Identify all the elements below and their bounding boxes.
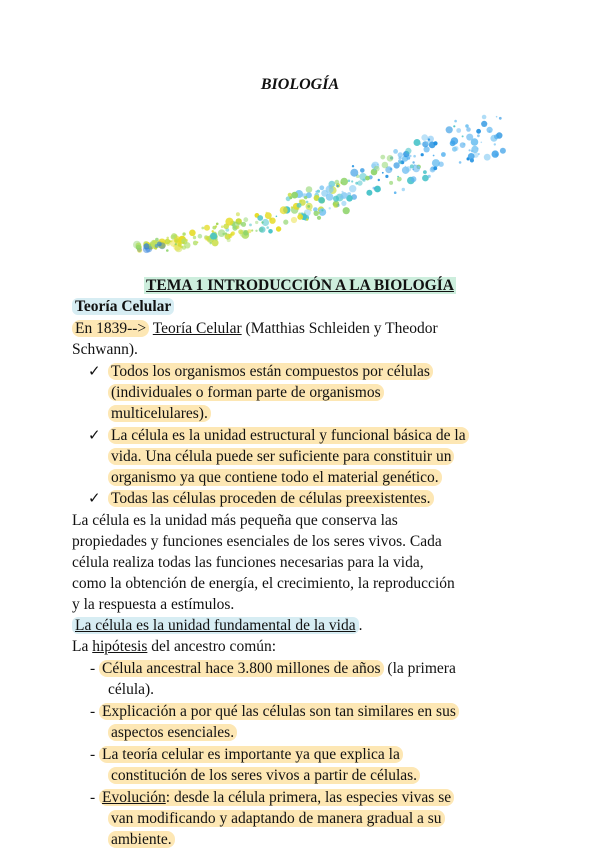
bullet-text: Explicación a por qué las células son tan similares en sus <box>99 703 459 720</box>
bullet-cont <box>108 765 420 786</box>
bullet-text: Célula ancestral hace 3.800 millones de años <box>99 660 383 677</box>
decoration-dot <box>382 162 389 169</box>
decoration-dot <box>476 129 481 134</box>
decoration-dot <box>227 238 231 242</box>
bullet-cont: célula). <box>108 681 155 698</box>
decoration-dot <box>239 222 242 225</box>
bullet-cont <box>108 829 175 850</box>
decoration-dot <box>171 233 177 239</box>
evolution-word: Evolución <box>102 789 166 806</box>
decoration-dot <box>243 217 248 222</box>
intro-link: Teoría Celular <box>152 320 242 337</box>
decoration-dot <box>418 166 420 168</box>
decoration-dot <box>374 166 380 172</box>
check-text: (individuales o forman parte de organismos <box>108 384 384 401</box>
dot-swarm-graphic <box>130 112 510 257</box>
decoration-dot <box>315 191 317 193</box>
decoration-dot <box>494 134 499 139</box>
decoration-dot <box>166 249 169 252</box>
decoration-dot <box>340 178 348 186</box>
decoration-dot <box>374 169 376 171</box>
decoration-dot <box>276 216 278 218</box>
decoration-dot <box>414 164 416 166</box>
check-item <box>88 361 433 382</box>
decoration-dot <box>428 138 430 140</box>
hypothesis-line <box>72 636 276 657</box>
bullet-text: (la primera <box>387 660 456 677</box>
decoration-dot <box>210 242 212 244</box>
paragraph-line: célula realiza todas las funciones necesarias para la vida, <box>72 554 424 571</box>
decoration-dot <box>407 156 411 160</box>
decoration-dot <box>459 161 462 164</box>
decoration-dot <box>496 116 498 118</box>
decoration-dot <box>352 165 354 167</box>
decoration-dot <box>378 179 380 181</box>
decoration-dot <box>398 152 403 157</box>
check-item-cont <box>108 403 211 424</box>
decoration-dot <box>182 232 185 235</box>
intro-rest-2: Schwann). <box>72 341 138 358</box>
decoration-dot <box>317 216 321 220</box>
decoration-dot <box>393 149 398 154</box>
decoration-dot <box>306 201 309 204</box>
decoration-dot <box>454 120 457 123</box>
decoration-dot <box>212 239 219 246</box>
decoration-dot <box>341 201 346 206</box>
decoration-dot <box>438 162 443 167</box>
decoration-dot <box>349 185 356 192</box>
bullet-cont <box>108 722 237 743</box>
decoration-dot <box>318 212 320 214</box>
check-text: organismo ya que contiene todo el material genético. <box>108 469 442 486</box>
decoration-dot <box>291 217 297 223</box>
check-item-cont <box>108 382 384 403</box>
fundamental-statement: La célula es la unidad fundamental de la vida <box>72 617 359 634</box>
decoration-dot <box>399 161 402 164</box>
paragraph-line: como la obtención de energía, el crecimiento, la reproducción <box>72 575 455 592</box>
decoration-dot <box>231 232 235 236</box>
decoration-dot <box>420 143 422 145</box>
decoration-dot <box>221 225 224 228</box>
decoration-dot <box>387 155 394 162</box>
decoration-dot <box>314 211 319 216</box>
decoration-dot <box>297 203 302 208</box>
intro-line-1 <box>72 318 438 339</box>
decoration-dot <box>351 180 353 182</box>
decoration-dot <box>411 176 417 182</box>
check-icon: ✓ <box>88 426 101 444</box>
check-item-cont <box>108 467 442 488</box>
decoration-dot <box>333 196 339 202</box>
decoration-dot <box>393 162 399 168</box>
decoration-dot <box>225 218 233 226</box>
decoration-dot <box>306 218 308 220</box>
decoration-dot <box>175 240 178 243</box>
decoration-dot <box>247 229 251 233</box>
decoration-dot <box>269 218 275 224</box>
decoration-dot <box>373 187 376 190</box>
decoration-dot <box>304 196 307 199</box>
paragraph-line: propiedades y funciones esenciales de los seres vivos. Cada <box>72 533 442 550</box>
decoration-dot <box>183 242 185 244</box>
check-text: La célula es la unidad estructural y funcional básica de la <box>108 427 469 444</box>
decoration-dot <box>382 172 384 174</box>
decoration-dot <box>341 192 348 199</box>
bullet-item <box>90 701 459 722</box>
decoration-dot <box>423 170 427 174</box>
decoration-dot <box>216 223 219 226</box>
bullet-dash: - <box>90 746 96 763</box>
decoration-dot <box>210 233 217 240</box>
decoration-dot <box>136 245 141 250</box>
hyp-rest: del ancestro común: <box>151 638 277 655</box>
fundamental-line <box>72 615 362 636</box>
decoration-dot <box>487 127 493 133</box>
decoration-dot <box>463 143 465 145</box>
decoration-dot <box>291 206 293 208</box>
decoration-dot <box>337 185 339 187</box>
decoration-dot <box>225 232 227 234</box>
decoration-dot <box>280 206 288 214</box>
decoration-dot <box>198 234 203 239</box>
decoration-dot <box>468 153 475 160</box>
decoration-dot <box>456 128 461 133</box>
decoration-dot <box>306 186 313 193</box>
decoration-dot <box>377 164 379 166</box>
decoration-dot <box>255 230 257 232</box>
decoration-dot <box>410 164 414 168</box>
intro-prefix: En 1839--> <box>72 320 149 337</box>
bullet-cont <box>108 808 445 829</box>
bullet-dash: - <box>90 660 96 677</box>
decoration-dot <box>149 244 151 246</box>
decoration-dot <box>193 241 198 246</box>
bullet-item <box>90 658 456 679</box>
decoration-dot <box>412 161 414 163</box>
decoration-dot <box>422 175 429 182</box>
decoration-dot <box>466 127 471 132</box>
decoration-dot <box>421 153 424 156</box>
decoration-dot <box>385 175 388 178</box>
bullet-dash: - <box>90 703 96 720</box>
check-text: Todas las células proceden de células preexistentes. <box>108 490 434 507</box>
decoration-dot <box>477 134 480 137</box>
check-text: vida. Una célula puede ser suficiente para constituir un <box>108 448 454 465</box>
decoration-dot <box>360 168 365 173</box>
decoration-dot <box>319 185 324 190</box>
decoration-dot <box>251 229 253 231</box>
decoration-dot <box>326 193 334 201</box>
decoration-dot <box>143 243 149 249</box>
decoration-dot <box>426 141 430 145</box>
decoration-dot <box>257 215 263 221</box>
decoration-dot <box>193 236 196 239</box>
decoration-dot <box>446 126 453 133</box>
fundamental-end: . <box>358 617 363 634</box>
decoration-dot <box>262 219 269 226</box>
decoration-dot <box>390 168 393 171</box>
decoration-dot <box>343 207 350 214</box>
decoration-dot <box>482 115 487 120</box>
decoration-dot <box>165 239 171 245</box>
decoration-dot <box>185 239 188 242</box>
bullet-text: : desde la célula primera, las especies vivas se <box>165 789 452 806</box>
decoration-dot <box>389 181 393 185</box>
paragraph-line: La célula es la unidad más pequeña que conserva las <box>72 512 398 529</box>
decoration-dot <box>291 192 298 199</box>
decoration-dot <box>197 241 199 243</box>
decoration-dot <box>177 241 179 243</box>
decoration-dot <box>453 125 455 127</box>
decoration-dot <box>402 188 405 191</box>
decoration-dot <box>329 207 331 209</box>
decoration-dot <box>297 214 303 220</box>
decoration-dot <box>492 150 499 157</box>
decoration-dot <box>471 138 479 146</box>
decoration-dot <box>289 196 292 199</box>
decoration-dot <box>374 186 381 193</box>
decoration-dot <box>182 246 186 250</box>
decoration-dot <box>204 236 209 241</box>
decoration-dot <box>189 230 196 237</box>
decoration-dot <box>380 155 385 160</box>
decoration-dot <box>249 224 252 227</box>
decoration-dot <box>350 169 358 177</box>
decoration-dot <box>441 152 446 157</box>
decoration-dot <box>357 180 362 185</box>
decoration-dot <box>238 229 243 234</box>
decoration-dot <box>259 226 265 232</box>
decoration-dot <box>387 168 389 170</box>
check-text: Todos los organismos están compuestos por células <box>108 363 433 380</box>
decoration-dot <box>151 240 156 245</box>
check-item <box>88 488 434 509</box>
decoration-dot <box>452 147 457 152</box>
bullet-text: constitución de los seres vivos a partir de células. <box>108 767 420 784</box>
decoration-dot <box>297 207 300 210</box>
decoration-dot <box>451 137 459 145</box>
check-item-cont <box>108 446 454 467</box>
decoration-dot <box>333 203 338 208</box>
paragraph-line: y la respuesta a estímulos. <box>72 596 235 613</box>
decoration-dot <box>421 134 428 141</box>
decoration-dot <box>462 135 464 137</box>
decoration-dot <box>236 212 240 216</box>
decoration-dot <box>394 191 397 194</box>
decoration-dot <box>201 227 204 230</box>
bullet-text: La teoría celular es importante ya que explica la <box>99 746 403 763</box>
bullet-item <box>90 787 454 808</box>
decoration-dot <box>204 225 210 231</box>
decoration-dot <box>414 139 421 146</box>
bullet-text: aspectos esenciales. <box>108 724 237 741</box>
check-icon: ✓ <box>88 489 101 507</box>
topic-heading-row <box>0 275 600 296</box>
decoration-dot <box>500 148 506 154</box>
decoration-dot <box>268 229 273 234</box>
decoration-dot <box>265 212 272 219</box>
decoration-dot <box>326 185 334 193</box>
decoration-dot <box>288 193 292 197</box>
intro-line-2 <box>72 339 138 360</box>
decoration-dot <box>157 242 162 247</box>
decoration-dot <box>218 229 226 237</box>
decoration-dot <box>283 220 288 225</box>
decoration-dot <box>433 166 437 170</box>
topic-heading: TEMA 1 INTRODUCCIÓN A LA BIOLOGÍA <box>146 277 454 294</box>
decoration-dot <box>321 209 323 211</box>
section-title: Teoría Celular <box>72 298 174 315</box>
bullet-text: ambiente. <box>108 831 175 848</box>
decoration-dot <box>433 155 435 157</box>
decoration-dot <box>494 143 496 145</box>
decoration-dot <box>366 190 372 196</box>
hyp-prefix: La <box>72 638 89 655</box>
decoration-dot <box>255 221 258 224</box>
decoration-dot <box>481 121 487 127</box>
decoration-dot <box>236 226 240 230</box>
decoration-dot <box>433 141 437 145</box>
check-item <box>88 425 469 446</box>
decoration-dot <box>405 148 411 154</box>
decoration-dot <box>307 205 310 208</box>
check-text: multicelulares). <box>108 405 211 422</box>
decoration-dot <box>335 180 340 185</box>
decoration-dot <box>397 177 402 182</box>
decoration-dot <box>175 243 177 245</box>
bullet-item <box>90 744 403 765</box>
decoration-dot <box>478 153 480 155</box>
check-icon: ✓ <box>88 362 101 380</box>
decoration-dot <box>499 117 502 120</box>
bullet-text: van modificando y adaptando de manera gradual a su <box>108 810 445 827</box>
hyp-word: hipótesis <box>92 638 148 655</box>
decoration-dot <box>365 176 370 181</box>
decoration-dot <box>266 226 269 229</box>
section-title-row <box>72 296 174 317</box>
decoration-dot <box>318 197 325 204</box>
decoration-dot <box>173 243 181 251</box>
decoration-dot <box>215 225 217 227</box>
intro-rest: (Matthias Schleiden y Theodor <box>245 320 438 337</box>
decoration-dot <box>469 149 471 151</box>
page-title: BIOLOGÍA <box>260 76 340 93</box>
decoration-dot <box>405 166 407 168</box>
decoration-dot <box>481 142 483 144</box>
decoration-dot <box>276 226 281 231</box>
decoration-dot <box>413 155 416 158</box>
bullet-dash: - <box>90 789 96 806</box>
decoration-dot <box>484 154 491 161</box>
decoration-dot <box>471 146 478 153</box>
